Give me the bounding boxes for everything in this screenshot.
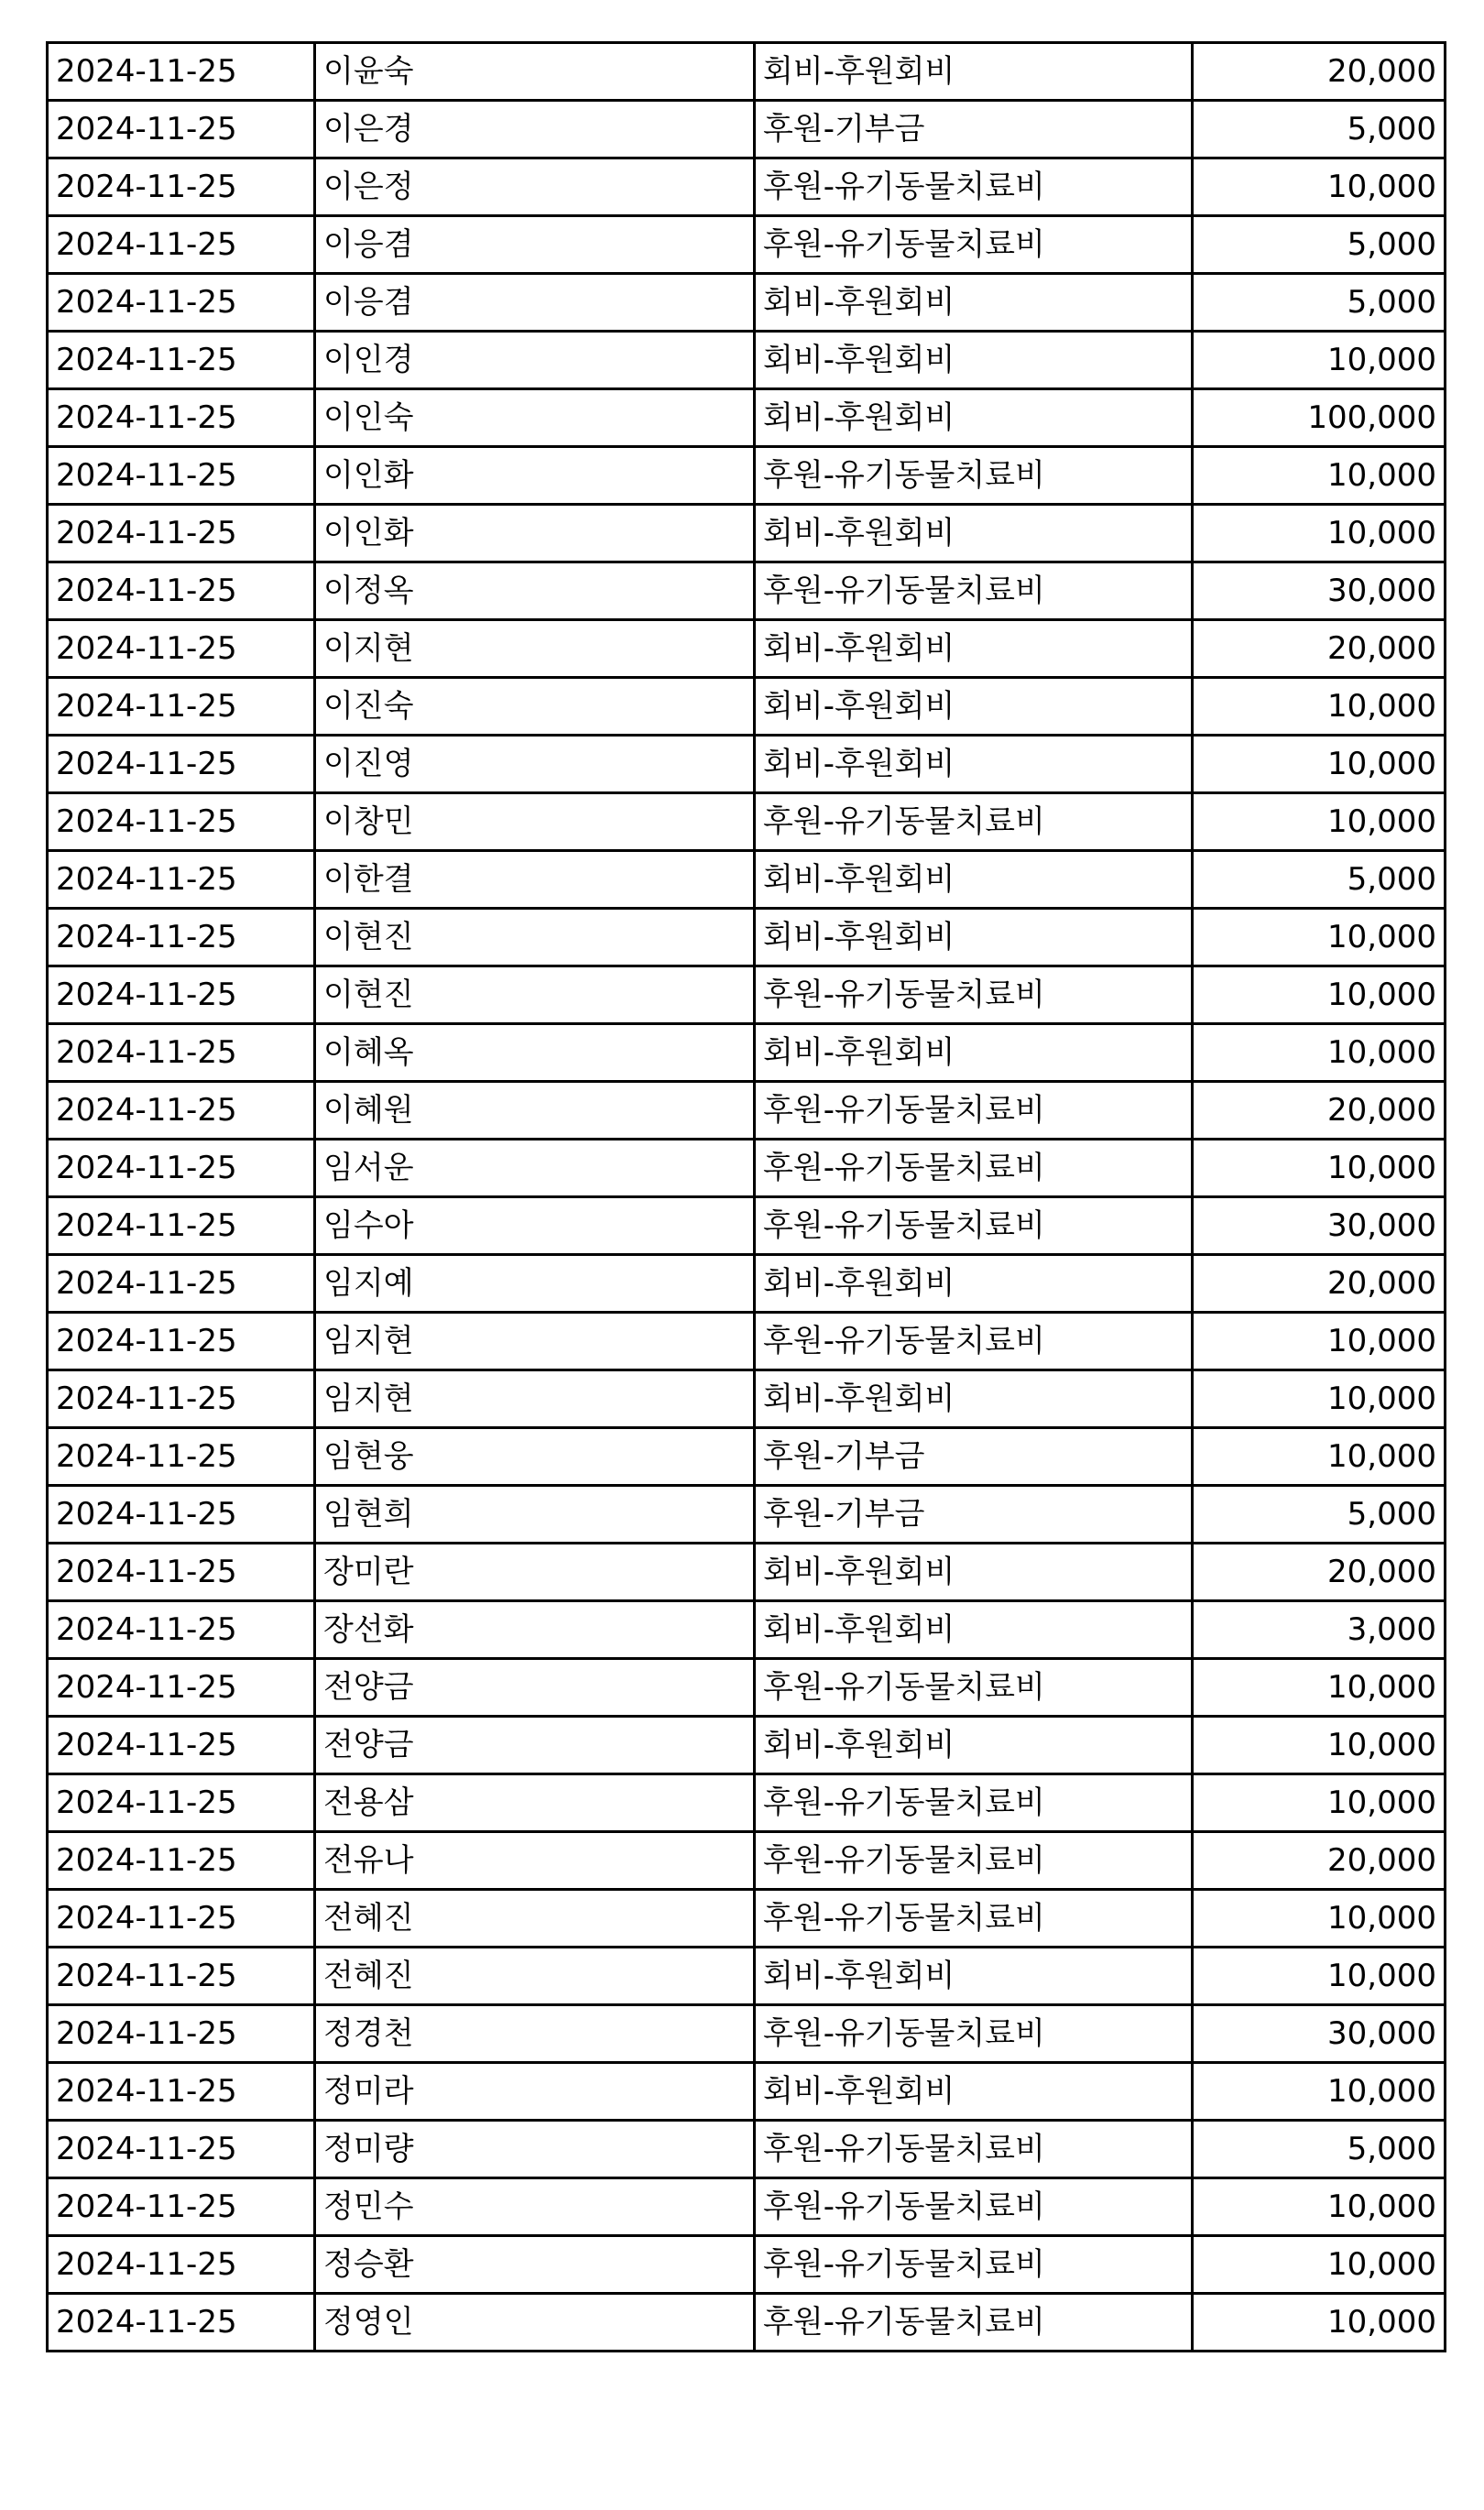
amount-cell: 10,000: [1193, 1659, 1446, 1717]
category-cell: 회비-후원회비: [755, 2063, 1193, 2121]
date-cell: 2024-11-25: [48, 2294, 315, 2352]
name-cell: 이윤숙: [315, 43, 755, 101]
date-cell: 2024-11-25: [48, 2063, 315, 2121]
category-cell: 후원-유기동물치료비: [755, 2178, 1193, 2236]
date-cell: 2024-11-25: [48, 2121, 315, 2178]
table-row: [48, 1544, 1446, 1601]
amount-cell: 20,000: [1193, 620, 1446, 678]
name-cell: 정영인: [315, 2294, 755, 2352]
name-cell: 임지현: [315, 1370, 755, 1428]
date-cell: 2024-11-25: [48, 1255, 315, 1313]
name-cell: 이인화: [315, 505, 755, 562]
amount-cell: 10,000: [1193, 2178, 1446, 2236]
amount-cell: 10,000: [1193, 966, 1446, 1024]
amount-cell: 20,000: [1193, 1255, 1446, 1313]
amount-cell: 10,000: [1193, 1313, 1446, 1370]
date-cell: 2024-11-25: [48, 2236, 315, 2294]
table-row: [48, 562, 1446, 620]
amount-cell: 5,000: [1193, 2121, 1446, 2178]
name-cell: 정민수: [315, 2178, 755, 2236]
amount-cell: 20,000: [1193, 1082, 1446, 1140]
name-cell: 임서운: [315, 1140, 755, 1197]
date-cell: 2024-11-25: [48, 1774, 315, 1832]
date-cell: 2024-11-25: [48, 274, 315, 332]
name-cell: 이인숙: [315, 389, 755, 447]
amount-cell: 10,000: [1193, 332, 1446, 389]
table-row: [48, 1197, 1446, 1255]
amount-cell: 20,000: [1193, 1544, 1446, 1601]
date-cell: 2024-11-25: [48, 1601, 315, 1659]
table-row: [48, 678, 1446, 736]
category-cell: 후원-유기동물치료비: [755, 447, 1193, 505]
table-row: [48, 2236, 1446, 2294]
amount-cell: 30,000: [1193, 1197, 1446, 1255]
name-cell: 정미량: [315, 2121, 755, 2178]
amount-cell: 10,000: [1193, 1140, 1446, 1197]
date-cell: 2024-11-25: [48, 562, 315, 620]
table-row: [48, 2005, 1446, 2063]
date-cell: 2024-11-25: [48, 1717, 315, 1774]
name-cell: 이진영: [315, 736, 755, 793]
category-cell: 회비-후원회비: [755, 43, 1193, 101]
category-cell: 후원-유기동물치료비: [755, 2121, 1193, 2178]
name-cell: 전유나: [315, 1832, 755, 1890]
date-cell: 2024-11-25: [48, 1140, 315, 1197]
name-cell: 이창민: [315, 793, 755, 851]
date-cell: 2024-11-25: [48, 505, 315, 562]
name-cell: 이응겸: [315, 216, 755, 274]
name-cell: 이응겸: [315, 274, 755, 332]
amount-cell: 10,000: [1193, 909, 1446, 966]
ledger-body: [48, 43, 1446, 2352]
name-cell: 전양금: [315, 1659, 755, 1717]
name-cell: 임수아: [315, 1197, 755, 1255]
date-cell: 2024-11-25: [48, 966, 315, 1024]
category-cell: 회비-후원회비: [755, 1948, 1193, 2005]
name-cell: 이은경: [315, 101, 755, 158]
table-row: [48, 332, 1446, 389]
amount-cell: 5,000: [1193, 101, 1446, 158]
date-cell: 2024-11-25: [48, 1948, 315, 2005]
table-row: [48, 2178, 1446, 2236]
category-cell: 후원-유기동물치료비: [755, 1774, 1193, 1832]
category-cell: 후원-유기동물치료비: [755, 2294, 1193, 2352]
amount-cell: 30,000: [1193, 2005, 1446, 2063]
amount-cell: 10,000: [1193, 793, 1446, 851]
amount-cell: 30,000: [1193, 562, 1446, 620]
name-cell: 이진숙: [315, 678, 755, 736]
date-cell: 2024-11-25: [48, 1544, 315, 1601]
category-cell: 회비-후원회비: [755, 1370, 1193, 1428]
category-cell: 후원-유기동물치료비: [755, 2005, 1193, 2063]
date-cell: 2024-11-25: [48, 620, 315, 678]
amount-cell: 10,000: [1193, 2294, 1446, 2352]
name-cell: 임지예: [315, 1255, 755, 1313]
name-cell: 장선화: [315, 1601, 755, 1659]
name-cell: 전양금: [315, 1717, 755, 1774]
date-cell: 2024-11-25: [48, 909, 315, 966]
table-row: [48, 43, 1446, 101]
amount-cell: 10,000: [1193, 1774, 1446, 1832]
category-cell: 후원-유기동물치료비: [755, 216, 1193, 274]
table-row: [48, 1024, 1446, 1082]
amount-cell: 10,000: [1193, 158, 1446, 216]
category-cell: 후원-유기동물치료비: [755, 1082, 1193, 1140]
table-row: [48, 2121, 1446, 2178]
category-cell: 회비-후원회비: [755, 274, 1193, 332]
category-cell: 회비-후원회비: [755, 389, 1193, 447]
table-row: [48, 2063, 1446, 2121]
category-cell: 회비-후원회비: [755, 332, 1193, 389]
category-cell: 후원-유기동물치료비: [755, 1197, 1193, 1255]
table-row: [48, 1140, 1446, 1197]
date-cell: 2024-11-25: [48, 447, 315, 505]
table-row: [48, 1774, 1446, 1832]
table-row: [48, 1659, 1446, 1717]
amount-cell: 10,000: [1193, 2236, 1446, 2294]
category-cell: 후원-기부금: [755, 1486, 1193, 1544]
name-cell: 이인경: [315, 332, 755, 389]
category-cell: 후원-유기동물치료비: [755, 158, 1193, 216]
table-row: [48, 1255, 1446, 1313]
category-cell: 후원-유기동물치료비: [755, 1890, 1193, 1948]
amount-cell: 10,000: [1193, 447, 1446, 505]
amount-cell: 100,000: [1193, 389, 1446, 447]
table-row: [48, 1082, 1446, 1140]
amount-cell: 20,000: [1193, 43, 1446, 101]
date-cell: 2024-11-25: [48, 678, 315, 736]
table-row: [48, 909, 1446, 966]
name-cell: 정경천: [315, 2005, 755, 2063]
amount-cell: 5,000: [1193, 851, 1446, 909]
category-cell: 회비-후원회비: [755, 1024, 1193, 1082]
date-cell: 2024-11-25: [48, 793, 315, 851]
name-cell: 임현희: [315, 1486, 755, 1544]
name-cell: 이한결: [315, 851, 755, 909]
table-row: [48, 274, 1446, 332]
name-cell: 전혜진: [315, 1948, 755, 2005]
category-cell: 회비-후원회비: [755, 620, 1193, 678]
category-cell: 후원-기부금: [755, 1428, 1193, 1486]
date-cell: 2024-11-25: [48, 736, 315, 793]
date-cell: 2024-11-25: [48, 389, 315, 447]
date-cell: 2024-11-25: [48, 1428, 315, 1486]
category-cell: 후원-유기동물치료비: [755, 2236, 1193, 2294]
name-cell: 이은정: [315, 158, 755, 216]
table-row: [48, 101, 1446, 158]
category-cell: 회비-후원회비: [755, 736, 1193, 793]
date-cell: 2024-11-25: [48, 1370, 315, 1428]
name-cell: 정승환: [315, 2236, 755, 2294]
name-cell: 이현진: [315, 909, 755, 966]
table-row: [48, 447, 1446, 505]
category-cell: 후원-유기동물치료비: [755, 562, 1193, 620]
date-cell: 2024-11-25: [48, 1832, 315, 1890]
category-cell: 회비-후원회비: [755, 1544, 1193, 1601]
table-row: [48, 1948, 1446, 2005]
category-cell: 후원-유기동물치료비: [755, 1832, 1193, 1890]
date-cell: 2024-11-25: [48, 101, 315, 158]
amount-cell: 10,000: [1193, 505, 1446, 562]
date-cell: 2024-11-25: [48, 216, 315, 274]
amount-cell: 5,000: [1193, 274, 1446, 332]
name-cell: 임지현: [315, 1313, 755, 1370]
amount-cell: 10,000: [1193, 678, 1446, 736]
table-row: [48, 1313, 1446, 1370]
amount-cell: 3,000: [1193, 1601, 1446, 1659]
category-cell: 회비-후원회비: [755, 1601, 1193, 1659]
table-row: [48, 1717, 1446, 1774]
category-cell: 후원-유기동물치료비: [755, 793, 1193, 851]
name-cell: 이인화: [315, 447, 755, 505]
table-row: [48, 1370, 1446, 1428]
amount-cell: 10,000: [1193, 2063, 1446, 2121]
table-row: [48, 1890, 1446, 1948]
name-cell: 임현웅: [315, 1428, 755, 1486]
table-row: [48, 851, 1446, 909]
category-cell: 후원-유기동물치료비: [755, 1313, 1193, 1370]
amount-cell: 10,000: [1193, 736, 1446, 793]
date-cell: 2024-11-25: [48, 332, 315, 389]
date-cell: 2024-11-25: [48, 1313, 315, 1370]
category-cell: 후원-유기동물치료비: [755, 966, 1193, 1024]
table-row: [48, 158, 1446, 216]
table-row: [48, 389, 1446, 447]
category-cell: 회비-후원회비: [755, 678, 1193, 736]
name-cell: 이지현: [315, 620, 755, 678]
table-row: [48, 1486, 1446, 1544]
date-cell: 2024-11-25: [48, 851, 315, 909]
amount-cell: 5,000: [1193, 1486, 1446, 1544]
date-cell: 2024-11-25: [48, 2005, 315, 2063]
date-cell: 2024-11-25: [48, 1197, 315, 1255]
name-cell: 전혜진: [315, 1890, 755, 1948]
amount-cell: 5,000: [1193, 216, 1446, 274]
amount-cell: 10,000: [1193, 1428, 1446, 1486]
amount-cell: 10,000: [1193, 1890, 1446, 1948]
date-cell: 2024-11-25: [48, 1082, 315, 1140]
date-cell: 2024-11-25: [48, 1024, 315, 1082]
table-row: [48, 1832, 1446, 1890]
category-cell: 후원-기부금: [755, 101, 1193, 158]
amount-cell: 20,000: [1193, 1832, 1446, 1890]
table-row: [48, 966, 1446, 1024]
amount-cell: 10,000: [1193, 1717, 1446, 1774]
name-cell: 이혜원: [315, 1082, 755, 1140]
category-cell: 회비-후원회비: [755, 505, 1193, 562]
name-cell: 이현진: [315, 966, 755, 1024]
date-cell: 2024-11-25: [48, 2178, 315, 2236]
table-row: [48, 505, 1446, 562]
amount-cell: 10,000: [1193, 1370, 1446, 1428]
category-cell: 후원-유기동물치료비: [755, 1659, 1193, 1717]
table-row: [48, 793, 1446, 851]
amount-cell: 10,000: [1193, 1948, 1446, 2005]
amount-cell: 10,000: [1193, 1024, 1446, 1082]
date-cell: 2024-11-25: [48, 1659, 315, 1717]
table-row: [48, 216, 1446, 274]
date-cell: 2024-11-25: [48, 1890, 315, 1948]
name-cell: 전용삼: [315, 1774, 755, 1832]
date-cell: 2024-11-25: [48, 158, 315, 216]
table-row: [48, 1428, 1446, 1486]
name-cell: 이혜옥: [315, 1024, 755, 1082]
name-cell: 이정옥: [315, 562, 755, 620]
category-cell: 회비-후원회비: [755, 909, 1193, 966]
table-row: [48, 620, 1446, 678]
category-cell: 후원-유기동물치료비: [755, 1140, 1193, 1197]
donation-ledger-table: [46, 41, 1446, 2352]
name-cell: 장미란: [315, 1544, 755, 1601]
date-cell: 2024-11-25: [48, 43, 315, 101]
table-row: [48, 1601, 1446, 1659]
category-cell: 회비-후원회비: [755, 851, 1193, 909]
date-cell: 2024-11-25: [48, 1486, 315, 1544]
table-row: [48, 2294, 1446, 2352]
table-row: [48, 736, 1446, 793]
category-cell: 회비-후원회비: [755, 1717, 1193, 1774]
name-cell: 정미라: [315, 2063, 755, 2121]
category-cell: 회비-후원회비: [755, 1255, 1193, 1313]
